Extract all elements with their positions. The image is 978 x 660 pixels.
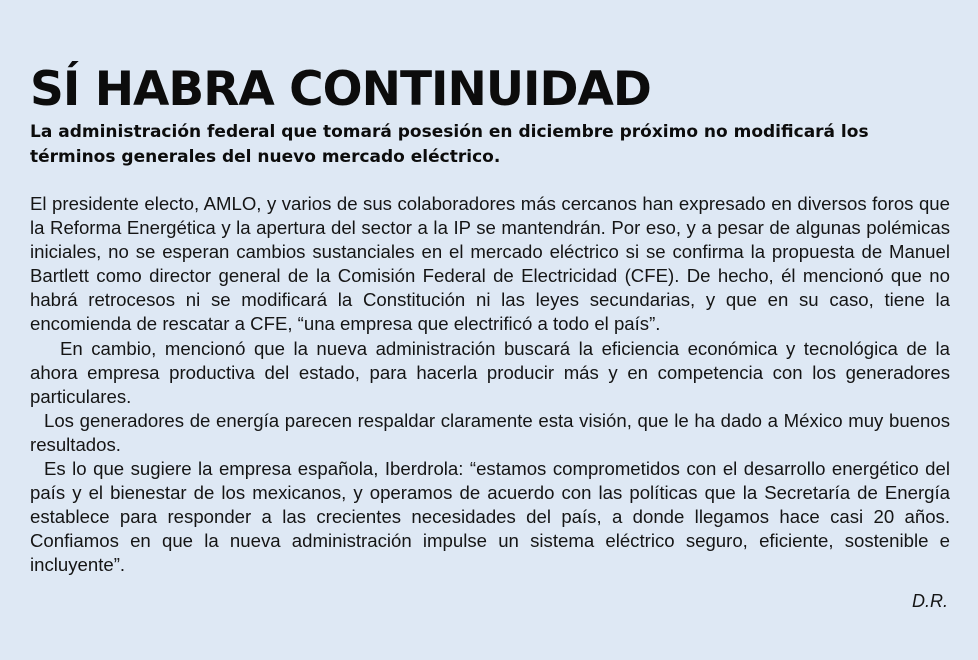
body-paragraph: Es lo que sugiere la empresa española, Iberdrola: “estamos comprometidos con el desarrollo energético del país y el bienestar de los mexicanos, y operamos de acuerdo con las políticas que la Secretaría de Energía establece para responder a las crecientes necesidades del país, a donde llegamos hace casi 20 años. Confiamos en que la nueva administración impulse un sistema eléctrico seguro, eficiente, sostenible e incluyente”.: [30, 458, 950, 576]
body-paragraph: En cambio, mencionó que la nueva administración buscará la eficiencia económica y tecnológica de la ahora empresa productiva del estado, para hacerla producir más y en competencia con los generadores particulares.: [30, 337, 950, 407]
body-paragraph: Los generadores de energía parecen respaldar claramente esta visión, que le ha dado a México muy buenos resultados.: [30, 409, 950, 455]
article-headline: SÍ HABRA CONTINUIDAD: [30, 62, 651, 117]
body-paragraph: El presidente electo, AMLO, y varios de sus colaboradores más cercanos han expresado en diversos foros que la Reforma Energética y la apertura del sector a la IP se mantendrán. Por eso, y a pesar de algunas polémicas iniciales, no se esperan cambios sustanciales en el mercado eléctrico si se confirma la propuesta de Manuel Bartlett como director general de la Comisión Federal de Electricidad (CFE). De hecho, él mencionó que no habrá retrocesos ni se modificará la Constitución ni las leyes secundarias, y que en su caso, tiene la encomienda de rescatar a CFE, “una empresa que electrificó a todo el país”.: [30, 193, 950, 335]
article-byline: D.R.: [912, 591, 948, 611]
article-deck: La administración federal que tomará posesión en diciembre próximo no modificará los términos generales del nuevo mercado eléctrico.: [30, 122, 869, 167]
article-body: [30, 192, 950, 578]
